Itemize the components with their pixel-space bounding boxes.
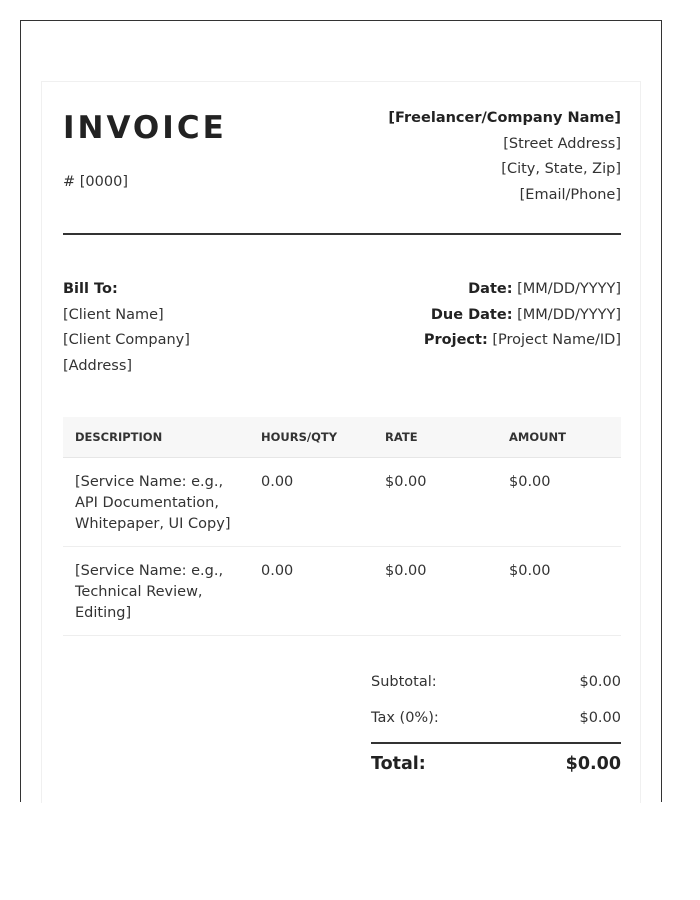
date-label: Date: xyxy=(468,281,513,297)
total-row xyxy=(371,744,621,788)
row-rate: $0.00 xyxy=(373,457,497,546)
row-description: [Service Name: e.g., Technical Review, Editing] xyxy=(63,546,249,635)
row-amount: $0.00 xyxy=(497,546,621,635)
header-amount: AMOUNT xyxy=(497,417,621,457)
sender-contact: [Email/Phone] xyxy=(519,187,621,204)
total-value: $0.00 xyxy=(565,754,621,774)
subtotal-row xyxy=(371,670,621,706)
tax-value: $0.00 xyxy=(579,710,621,726)
tax-row xyxy=(371,706,621,742)
header-description: DESCRIPTION xyxy=(63,417,249,457)
line-items-table xyxy=(63,417,621,636)
invoice-number: # [0000] xyxy=(63,174,128,190)
row-amount: $0.00 xyxy=(497,457,621,546)
client-name: [Client Name] xyxy=(63,306,164,323)
totals-block xyxy=(371,670,621,788)
due-date-label: Due Date: xyxy=(430,306,513,323)
due-date-value: [MM/DD/YYYY] xyxy=(512,306,621,323)
sender-city: [City, State, Zip] xyxy=(501,161,621,178)
subtotal-label: Subtotal: xyxy=(371,674,437,690)
bill-to-block xyxy=(63,277,190,380)
sender-street: [Street Address] xyxy=(503,135,621,152)
table-header-row xyxy=(63,417,621,457)
client-company: [Client Company] xyxy=(63,332,190,349)
header-hours-qty: HOURS/QTY xyxy=(249,417,373,457)
client-address: [Address] xyxy=(63,358,133,375)
table-row xyxy=(63,457,621,546)
row-rate: $0.00 xyxy=(373,546,497,635)
project-line xyxy=(424,328,621,354)
date-value: [MM/DD/YYYY] xyxy=(512,281,621,297)
total-label: Total: xyxy=(371,754,426,774)
document-frame xyxy=(20,20,662,802)
bill-to-label: Bill To: xyxy=(63,281,118,297)
sender-name: [Freelancer/Company Name] xyxy=(388,110,621,126)
row-description: [Service Name: e.g., API Documentation, Whitepaper, UI Copy] xyxy=(63,457,249,546)
tax-label: Tax (0%): xyxy=(371,710,439,726)
project-value: [Project Name/ID] xyxy=(487,332,621,349)
header-divider xyxy=(63,233,621,235)
due-date-line xyxy=(424,303,621,329)
project-label: Project: xyxy=(423,332,488,349)
row-qty: 0.00 xyxy=(249,457,373,546)
invoice-title: INVOICE xyxy=(63,110,227,146)
date-line xyxy=(424,277,621,303)
invoice-meta-block xyxy=(424,277,621,354)
header-rate: RATE xyxy=(373,417,497,457)
table-row xyxy=(63,546,621,635)
sender-block xyxy=(388,106,621,209)
row-qty: 0.00 xyxy=(249,546,373,635)
invoice-sheet xyxy=(41,81,641,803)
subtotal-value: $0.00 xyxy=(579,674,621,690)
